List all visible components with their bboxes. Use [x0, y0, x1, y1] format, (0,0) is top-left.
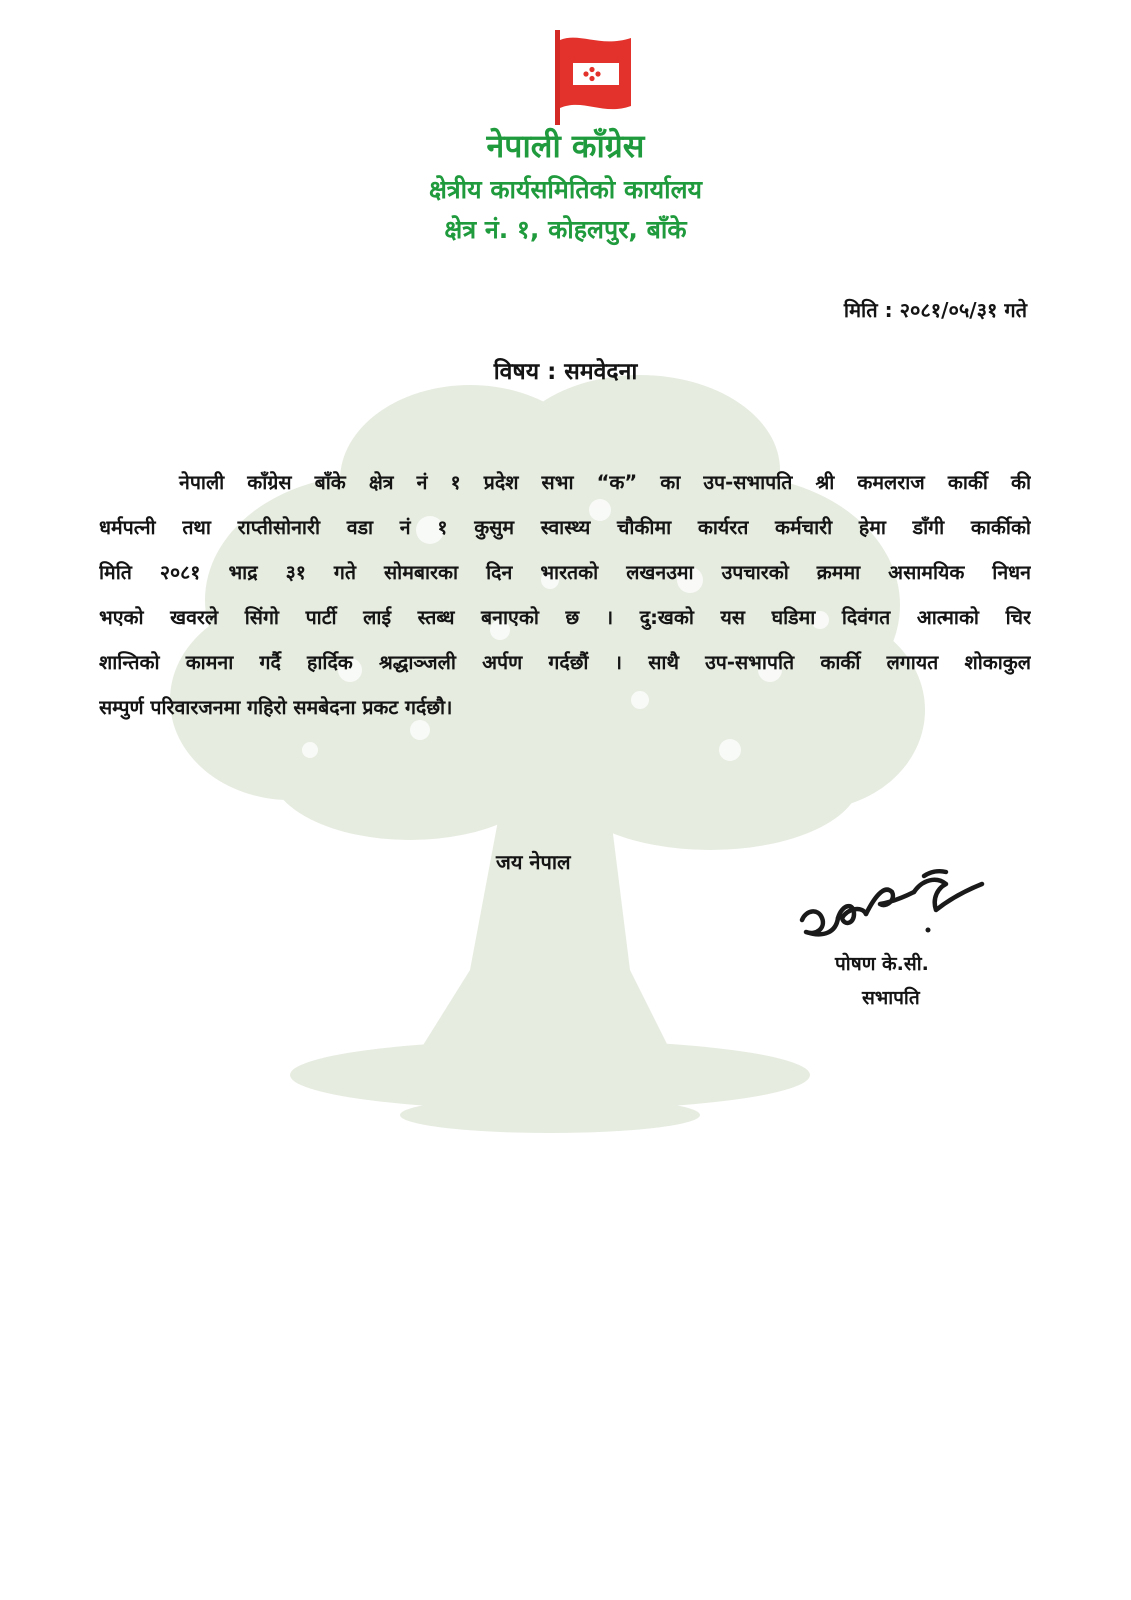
party-name: नेपाली काँग्रेस [486, 127, 645, 165]
signatory-name: पोषण के.सी. [835, 953, 929, 975]
body-line: धर्मपत्नी तथा राप्तीसोनारी वडा नं १ कुसुम स्वास्थ्य चौकीमा कार्यरत कर्मचारी हेमा डाँगी कार्कीको [99, 516, 1031, 539]
office-name: क्षेत्रीय कार्यसमितिको कार्यालय [428, 175, 703, 204]
signature [796, 862, 986, 948]
body-line: मिति २०८१ भाद्र ३१ गते सोमबारका दिन भारतको लखनउमा उपचारको क्रममा असामयिक निधन [99, 561, 1031, 584]
body-line: नेपाली काँग्रेस बाँके क्षेत्र नं १ प्रदेश सभा “क” का उप-सभापति श्री कमलराज कार्की की [179, 471, 1031, 494]
closing-salutation: जय नेपाल [496, 850, 571, 874]
letter-date: मिति : २०८१/०५/३१ गते [843, 298, 1027, 322]
body-line: भएको खवरले सिंगो पार्टी लाई स्तब्ध बनाएको छ । दु:खको यस घडिमा दिवंगत आत्माको चिर [99, 606, 1031, 629]
body-line: शान्तिको कामना गर्दै हार्दिक श्रद्धाञ्जली अर्पण गर्दछौं । साथै उप-सभापति कार्की लगायत शोकाकुल [99, 651, 1031, 674]
body-line: सम्पुर्ण परिवारजनमा गहिरो समबेदना प्रकट गर्दछौ। [99, 696, 453, 719]
party-flag-icon [555, 30, 645, 125]
letter-body [99, 460, 1031, 730]
letter-subject: विषय : समवेदना [493, 359, 638, 385]
office-address: क्षेत्र नं. १, कोहलपुर, बाँके [444, 215, 687, 244]
signatory-title: सभापति [862, 987, 920, 1009]
